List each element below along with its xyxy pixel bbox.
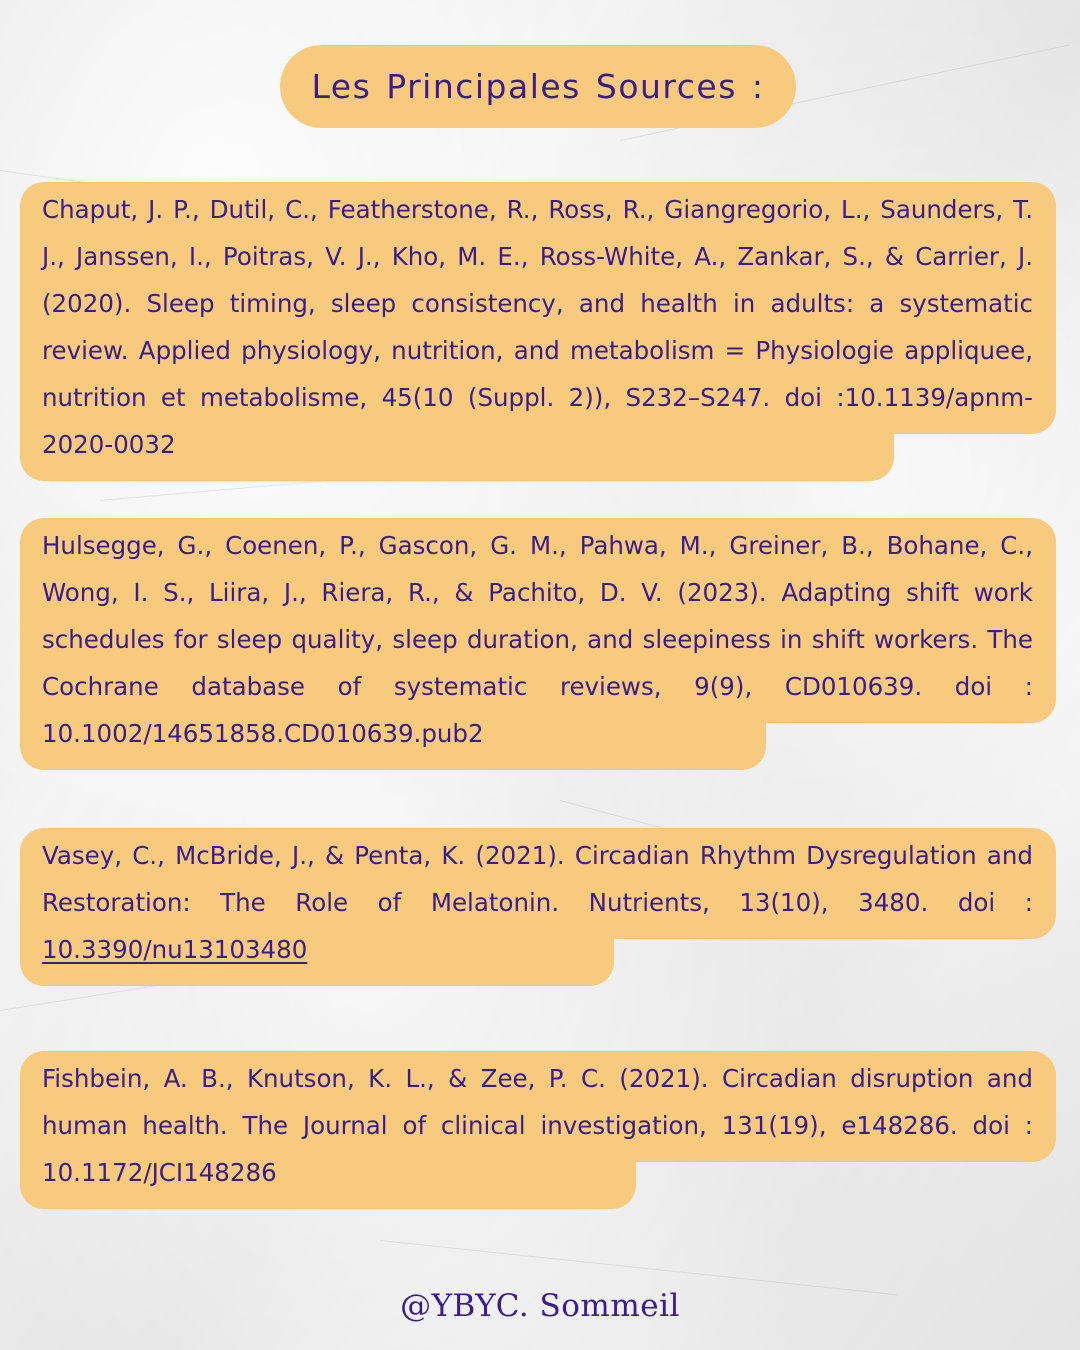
reference-card-1: [20, 186, 1056, 468]
reference-card-3: [20, 832, 1056, 973]
reference-text: [20, 832, 1056, 973]
reference-body: Vasey, C., McBride, J., & Penta, K. (2021). Circadian Rhythm Dysregulation and Restoration: The Role of Melatonin. Nutrients, 13(10), 3480. doi :: [42, 841, 1033, 917]
reference-text: Hulsegge, G., Coenen, P., Gascon, G. M., Pahwa, M., Greiner, B., Bohane, C., Wong, I. S., Liira, J., Riera, R., & Pachito, D. V. (2023). Adapting shift work schedules for sleep quality, sleep duration, and sleepiness in shift workers. The Cochrane database of systematic reviews, 9(9), CD010639. doi : 10.1002/14651858.CD010639.pub2: [42, 531, 1033, 748]
reference-text: Fishbein, A. B., Knutson, K. L., & Zee, P. C. (2021). Circadian disruption and human health. The Journal of clinical investigation, 131(19), e148286. doi : 10.1172/JCI148286: [42, 1064, 1033, 1187]
page-title: Les Principales Sources :: [311, 67, 765, 106]
title-pill: [280, 45, 796, 128]
reference-card-4: [20, 1055, 1056, 1196]
reference-text: Chaput, J. P., Dutil, C., Featherstone, R., Ross, R., Giangregorio, L., Saunders, T. J., Janssen, I., Poitras, V. J., Kho, M. E., Ross-White, A., Zankar, S., & Carrier, J. (2020). Sleep timing, sleep consistency, and health in adults: a systematic review. Applied physiology, nutrition, and metabolism = Physiologie appliquee, nutrition et metabolisme, 45(10 (Suppl. 2)), S232–S247. doi :10.1139/apnm-2020-0032: [42, 195, 1033, 459]
footer-handle: @YBYC. Sommeil: [400, 1288, 680, 1324]
doi-link[interactable]: 10.3390/nu13103480: [42, 935, 308, 964]
reference-card-2: [20, 522, 1056, 757]
